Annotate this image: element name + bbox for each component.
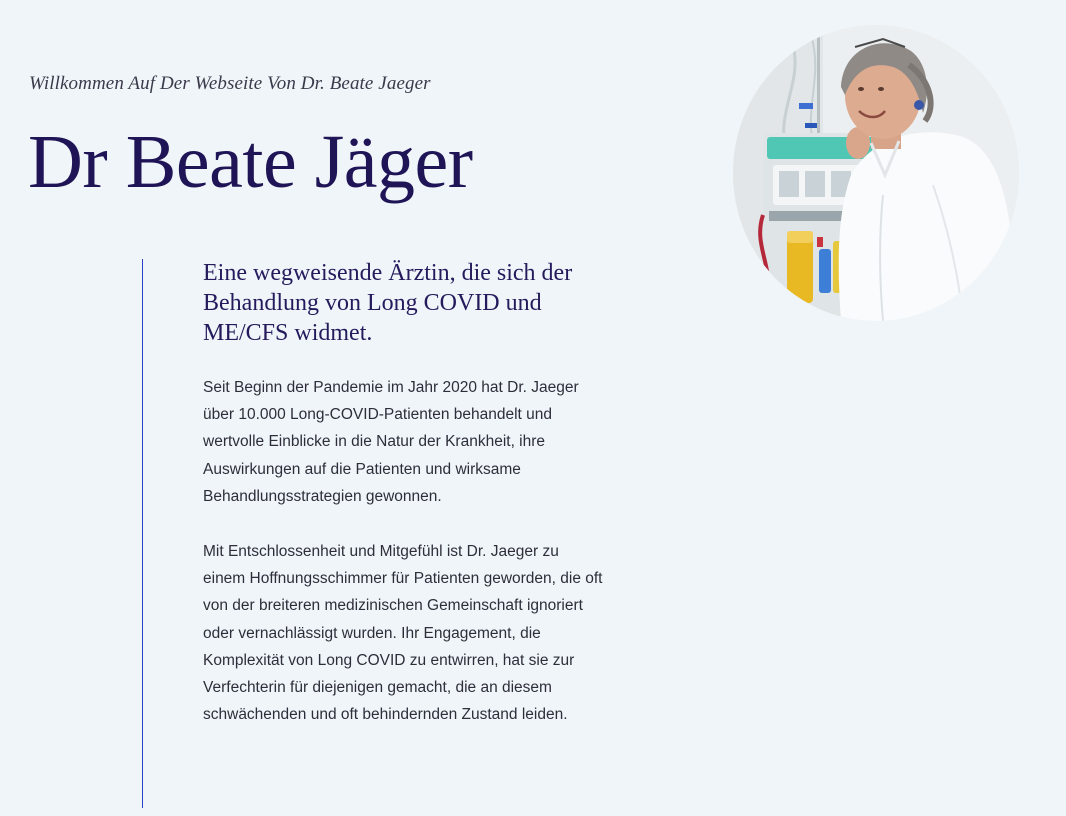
intro-paragraph-1: Seit Beginn der Pandemie im Jahr 2020 hat Dr. Jaeger über 10.000 Long-COVID-Patienten behandelt und wertvolle Einblicke in die Natur der Krankheit, ihre Auswirkungen auf die Patienten und wirksame Behandlungsstrategien gewonnen. bbox=[203, 379, 579, 505]
intro-subtitle: Eine wegweisende Ärztin, die sich der Behandlung von Long COVID und ME/CFS widmet. bbox=[203, 260, 573, 346]
portrait-photo bbox=[733, 25, 1019, 321]
intro-paragraph-2: Mit Entschlossenheit und Mitgefühl ist Dr. Jaeger zu einem Hoffnungsschimmer für Patienten geworden, die oft von der breiteren medizinischen Gemeinschaft ignoriert oder vernachlässigt wurden. Ihr Engagement, die Komplexität von Long COVID zu entwirren, hat sie zur Verfechterin für diejenigen gemacht, die an diesem schwächenden und oft behindernden Zustand leiden. bbox=[203, 543, 603, 724]
intro-content bbox=[203, 258, 603, 728]
vertical-divider-line bbox=[142, 259, 143, 808]
welcome-tagline: Willkommen Auf Der Webseite Von Dr. Beate Jaeger bbox=[29, 73, 431, 94]
page-title: Dr Beate Jäger bbox=[28, 120, 473, 204]
